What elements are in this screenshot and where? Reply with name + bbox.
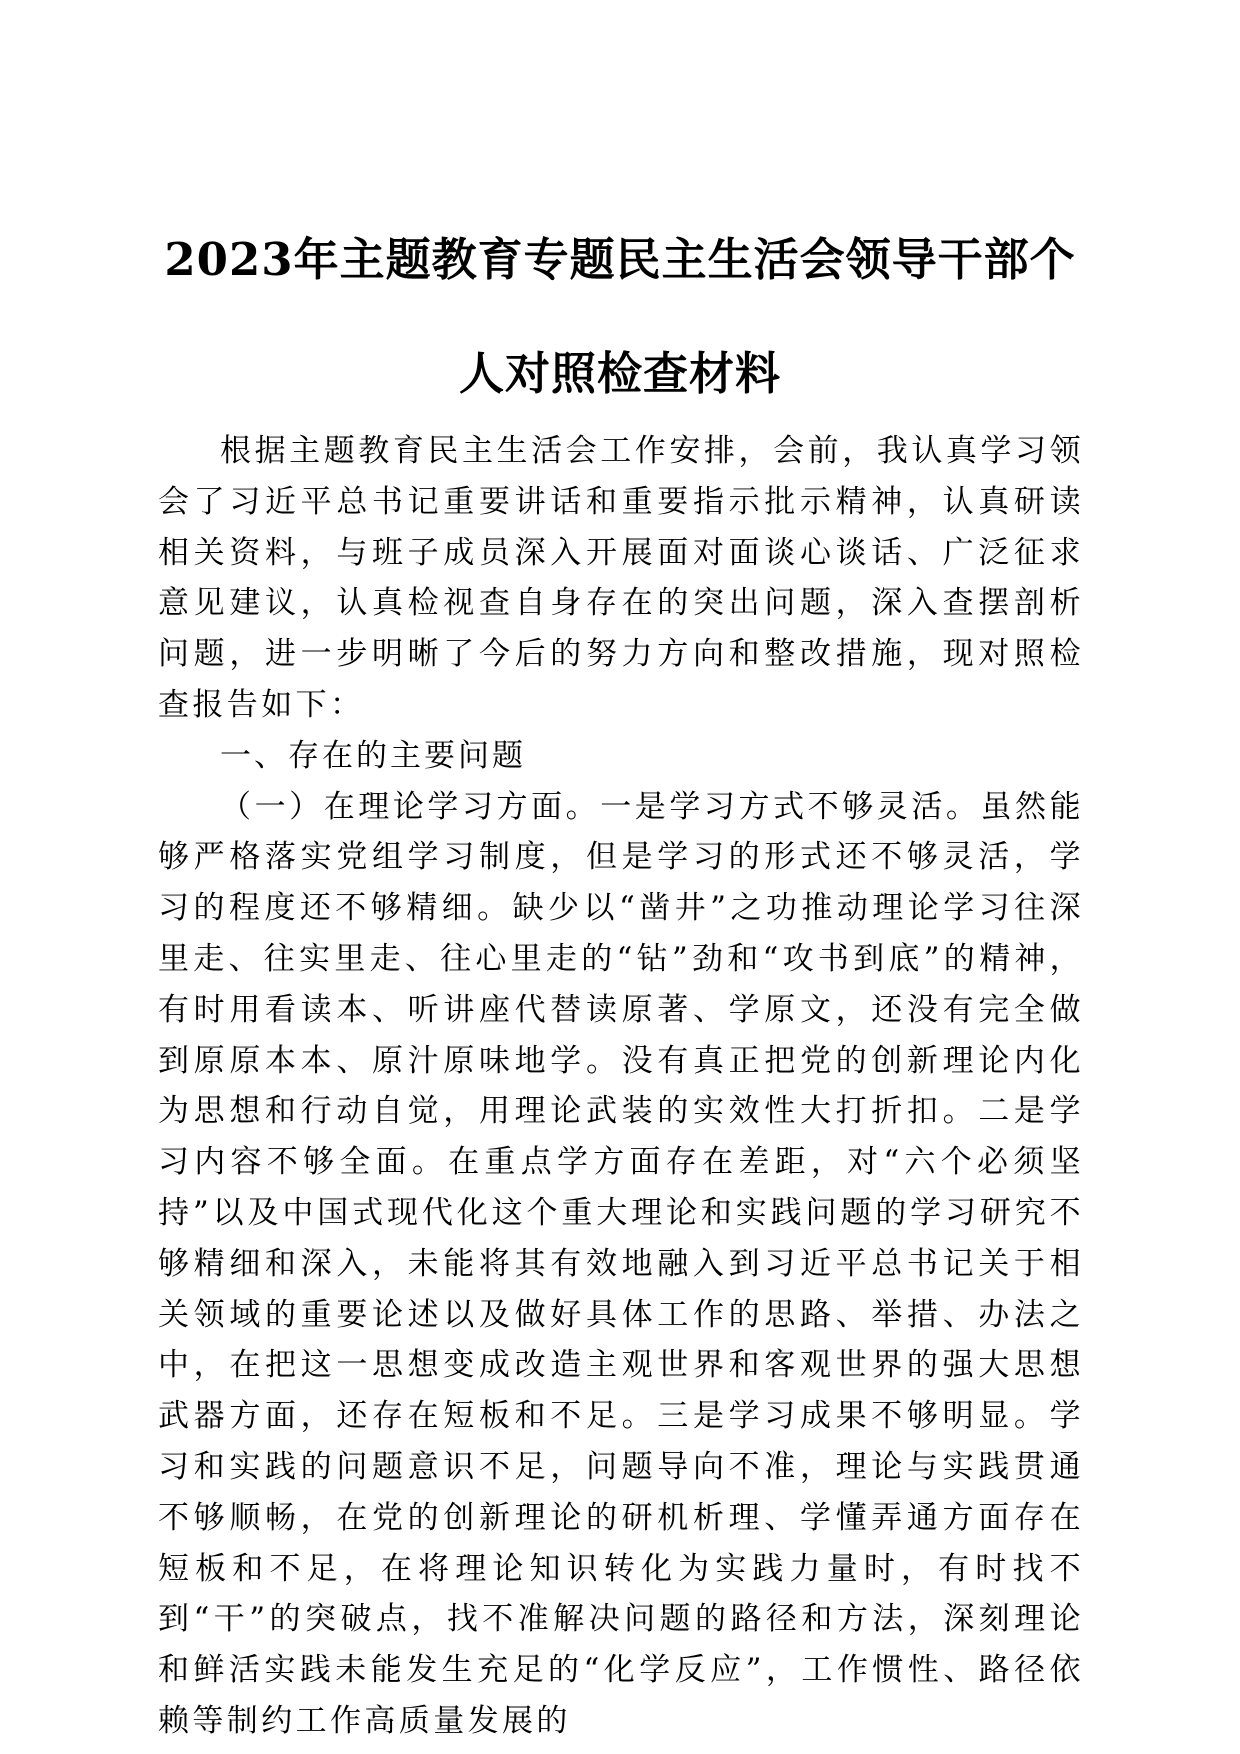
theory-study-paragraph (158, 782, 1084, 1747)
document-title-line-2: 人对照检查材料 (458, 347, 781, 400)
subsection-label: （一）在理论学习方面。 (220, 788, 601, 825)
document-title-line-1: 2023年主题教育专题民主生活会领导干部个 (164, 233, 1076, 286)
document-body (158, 426, 1084, 1747)
section-heading-main-problems: 一、存在的主要问题 (220, 737, 526, 774)
intro-paragraph: 根据主题教育民主生活会工作安排，会前，我认真学习领会了习近平总书记重要讲话和重要指示批示精神，认真研读相关资料，与班子成员深入开展面对面谈心谈话、广泛征求意见建议，认真检视查自身存在的突出问题，深入查摆剖析问题，进一步明晰了今后的努力方向和整改措施，现对照检查报告如下： (158, 433, 1084, 723)
subsection-text: 一是学习方式不够灵活。虽然能够严格落实党组学习制度，但是学习的形式还不够灵活，学习的程度还不够精细。缺少以“凿井”之功推动理论学习往深里走、往实里走、往心里走的“钻”劲和“攻书到底”的精神，有时用看读本、听讲座代替读原著、学原文，还没有完全做到原原本本、原汁原味地学。没有真正把党的创新理论内化为思想和行动自觉，用理论武装的实效性大打折扣。二是学习内容不够全面。在重点学方面存在差距，对“六个必须坚持”以及中国式现代化这个重大理论和实践问题的学习研究不够精细和深入，未能将其有效地融入到习近平总书记关于相关领域的重要论述以及做好具体工作的思路、举措、办法之中，在把这一思想变成改造主观世界和客观世界的强大思想武器方面，还存在短板和不足。三是学习成果不够明显。学习和实践的问题意识不足，问题导向不准，理论与实践贯通不够顺畅，在党的创新理论的研机析理、学懂弄通方面存在短板和不足，在将理论知识转化为实践力量时，有时找不到“干”的突破点，找不准解决问题的路径和方法，深刻理论和鲜活实践未能发生充足的“化学反应”，工作惯性、路径依赖等制约工作高质量发展的 (158, 788, 1084, 1739)
